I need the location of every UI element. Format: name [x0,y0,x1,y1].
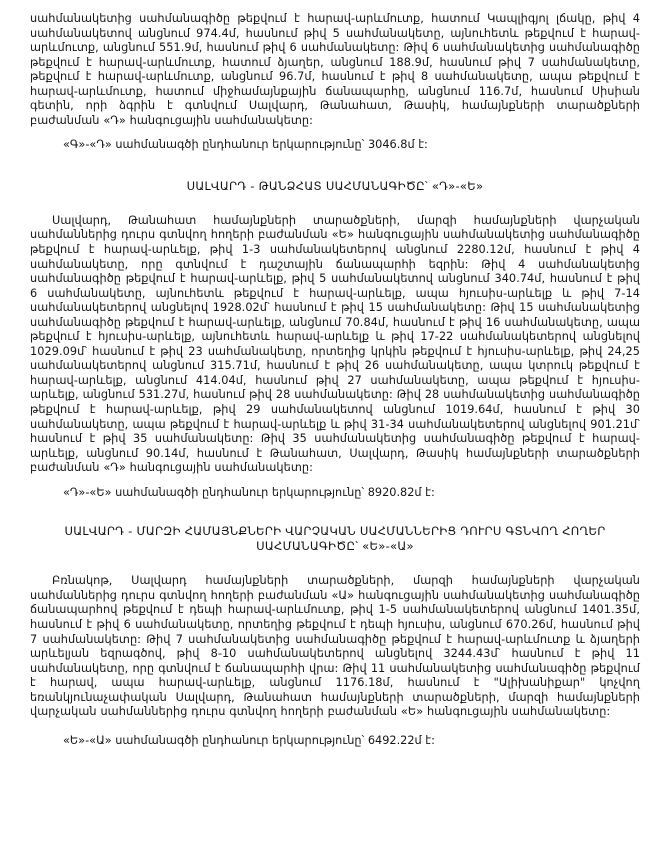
paragraph-g-d-continuation: սահմանակետից սահմանագիծը թեքվում է հարավ-արևմուտք, հատում Կապլիգյոլ լճակը, թիվ 4 սահմանակետով անցնում 974.4մ, հասնում թիվ 5 սահմանակետը, այնուհետև թեքվում է հարավ-արևմուտք, անցնում 551.9մ, հասնում թիվ 6 սահմանակետը: Թիվ 6 սահմանակետից սահմանագիծը թեքվում է հարավ-արևմուտք, հատում ձյաղեր, անցնում 188.9մ, հասնում թիվ 7 սահմանակետը, թեքվում է հարավ-արևմուտք, անցնում 96.7մ, հասնում է թիվ 8 սահմանակետը, ապա թեքվում է հարավ-արևմուտք, հատում միջհամայնքային ճանապարհը, անցնում 116.7մ, հասնում Սիսիան գետին, որի ձգրին է գտնվում Սալվարդ, Թանահատ, Թասիկ, համայնքների տարածքների բաժանման «Դ» հանգուցային սահմանակետը: [30,12,640,127]
document-body [30,12,640,748]
heading-salvard-marz-line-1: ՍԱԼՎԱՐԴ - ՄԱՐԶԻ ՀԱՄԱՅՆՔՆԵՐԻ ՎԱՐՉԱԿԱՆ ՍԱՀՄԱՆՆԵՐԻՑ ԴՈՒՐՍ ԳՏՆՎՈՂ ՀՈՂԵՐ [64,524,606,539]
spacer [30,720,640,734]
spacer [30,153,640,179]
heading-salvard-marz-line-2: ՍԱՀՄԱՆԱԳԻԾԸ՝ «Ե»-«Ա» [256,539,414,554]
spacer [30,554,640,574]
total-length-e-a: «Ե»-«Ա» սահմանագծի ընդհանուր երկարությունը՝ 6492.22մ է: [63,733,435,747]
spacer [30,500,640,524]
paragraph-e-a: Բռնակոթ, Սալվարդ համայնքների տարածքների, մարզի համայնքների վարչական սահմաններից դուրս գտնվող հողերի բաժանման «Ա» հանգուցային սահմանակետից սահմանագիծը ճանապարհով թեքվում է դեպի հարավ-արևմուտք, թիվ 1-5 սահմանակետերով անցնում 1401.35մ, հասնում է թիվ 6 սահմանակետը, որտեղից թեքվում է դեպի հյուսիս, անցնում 670.26մ, հասնում թիվ 7 սահմանակետը: Թիվ 7 սահմանակետից սահմանագիծը թեքվում է հարավ-արևմուտք և ձյաղերի արևելյան եզրագծով, թիվ 8-10 սահմանակետերով անցնելով 3244.43մ՝ հասնում է թիվ 11 սահմանակետը, որը գտնվում է ճանապարհի վրա: Թիվ 11 սահմանակետից սահմանագիծը թեքվում է հարավ, ապա հարավ-արևելք, անցնում 1176.18մ, հասնում է "Ալիխանիքար" կոչվող եռանկյունաչափական Սալվարդ, Թանահատ համայնքների տարածքների, մարզի համայնքների վարչական սահմաններից դուրս գտնվող հողերի բաժանման «Ե» հանգուցային սահմանակետը: [30,574,640,719]
heading-salvard-tanahat: ՍԱԼՎԱՐԴ - ԹԱՆՁՀԱՏ ՍԱՀՄԱՆԱԳԻԾԸ՝ «Դ»-«Ե» [186,178,484,193]
spacer [30,476,640,486]
total-length-g-d: «Գ»-«Դ» սահմանագծի ընդհանուր երկարությունը՝ 3046.8մ է: [63,138,428,152]
spacer [30,194,640,214]
paragraph-d-e: Սալվարդ, Թանահատ համայնքների տարածքների, մարզի համայնքների վարչական սահմաններից դուրս գտնվող հողերի բաժանման «Ե» հանգուցային սահմանակետից սահմանագիծը թեքվում է հարավ-արևելք, թիվ 1-3 սահմանակետերով անցնում 2280.12մ, հասնում է թիվ 4 սահմանակետը, որը գտնվում է դաշտային ճանապարհի եզրին: Թիվ 4 սահմանակետից սահմանագիծը թեքվում է հարավ-արևելք, թիվ 5 սահմանակետով անցնում 340.74մ, հասնում է թիվ 6 սահմանակետը, այնուհետև թեքվում է հարավ-արևելք, ապա հյուսիս-արևելք և թիվ 7-14 սահմանակետերով անցնելով 1928.02մ՝ հասնում է թիվ 15 սահմանակետը: Թիվ 15 սահմանակետից սահմանագիծը թեքվում է հարավ-արևելք, անցնում 70.84մ, հասնում է թիվ 16 սահմանակետը, ապա թեքվում է հյուսիս-արևելք, այնուհետև հարավ-արևելք և թիվ 17-22 սահմանակետերով անցնելով 1029.09մ՝ հասնում է թիվ 23 սահմանակետը, որտեղից կրկին թեքվում է հյուսիս-արևելք, թիվ 24,25 սահմանակետերով անցնում 315.71մ, հասնում է թիվ 26 սահմանակետը, ապա կտրուկ թեքվում է հարավ-արևելք, անցնում 414.04մ, հասնում թիվ 27 սահմանակետը, ապա թեքվում է հյուսիս-արևելք, անցնում 531.27մ, հասնում թիվ 28 սահմանակետը: Թիվ 28 սահմանակետից սահմանագիծը թեքվում է հարավ-արևելք, թիվ 29 սահմանակետով անցնում 1019.64մ, հասնում է թիվ 30 սահմանակետը, ապա թեքվում է հարավ-արևելք և թիվ 31-34 սահմանակետերով անցնելով 901.21մ՝ հասնում է թիվ 35 սահմանակետը: Թիվ 35 սահմանակետից սահմանագիծը թեքվում է հարավ-արևելք, անցնում 90.14մ, հասնում է Թանահատ, Սալվարդ, Թասիկ համայնքների տարածքների բաժանման «Դ» հանգուցային սահմանակետը: [30,213,640,475]
total-length-d-e: «Դ»-«Ե» սահմանագծի ընդհանուր երկարությունը՝ 8920.82մ է: [63,485,435,499]
spacer [30,128,640,138]
